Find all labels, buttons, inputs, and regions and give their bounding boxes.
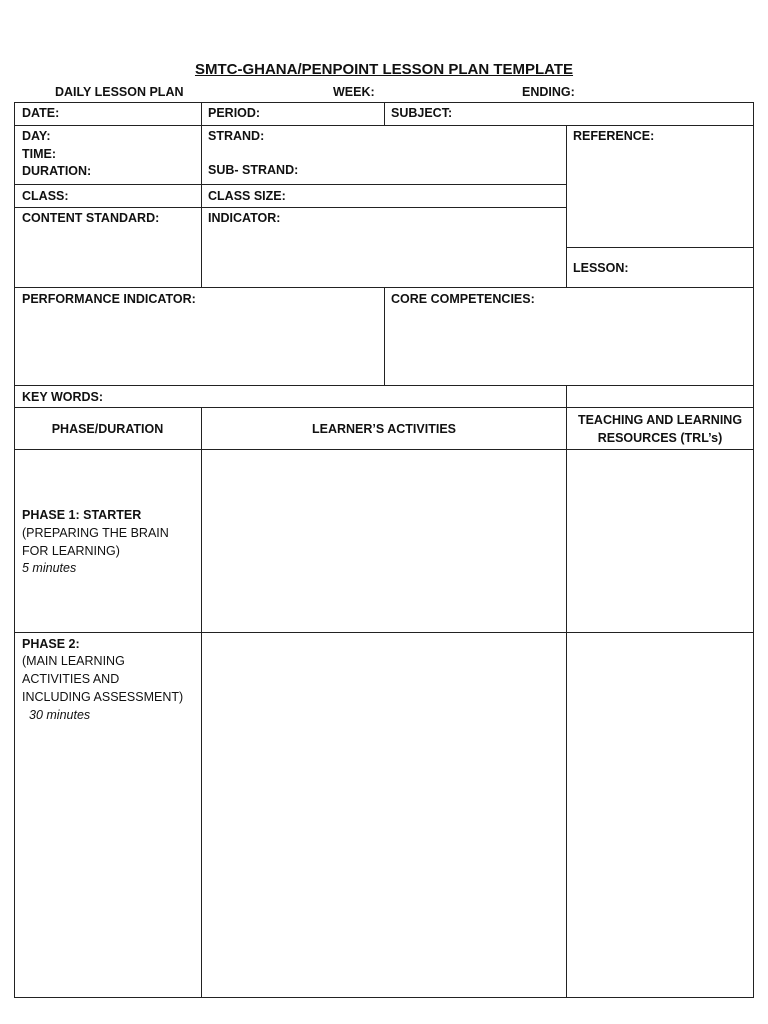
week-label: WEEK:: [333, 85, 375, 99]
rule: [14, 102, 15, 998]
tlr-header-line2: RESOURCES (TRL’s): [597, 431, 723, 445]
phase-2-desc: INCLUDING ASSESSMENT): [22, 690, 184, 704]
phase-1-heading: PHASE 1: STARTER: [22, 508, 142, 522]
phase-1-desc: FOR LEARNING): [22, 544, 120, 558]
rule: [566, 385, 567, 407]
strand-label: STRAND:: [208, 129, 265, 143]
reference-label: REFERENCE:: [573, 129, 655, 143]
date-label: DATE:: [22, 106, 60, 120]
class-label: CLASS:: [22, 189, 69, 203]
rule: [753, 102, 754, 998]
rule: [14, 125, 754, 126]
rule: [14, 184, 567, 185]
core-competencies-label: CORE COMPETENCIES:: [391, 292, 535, 306]
key-words-label: KEY WORDS:: [22, 390, 104, 404]
phase-2-heading: PHASE 2:: [22, 637, 80, 651]
learners-activities-header: LEARNER’S ACTIVITIES: [312, 422, 456, 436]
rule: [384, 287, 385, 385]
day-label: DAY:: [22, 129, 51, 143]
rule: [384, 102, 385, 125]
document-title: SMTC-GHANA/PENPOINT LESSON PLAN TEMPLATE: [194, 61, 574, 78]
phase-1-desc: (PREPARING THE BRAIN: [22, 526, 169, 540]
rule: [14, 385, 754, 386]
rule: [14, 407, 754, 408]
rule: [201, 102, 202, 287]
tlr-header-line1: TEACHING AND LEARNING: [577, 413, 743, 427]
class-size-label: CLASS SIZE:: [208, 189, 286, 203]
indicator-label: INDICATOR:: [208, 211, 281, 225]
rule: [14, 997, 754, 998]
rule: [14, 207, 567, 208]
rule: [567, 247, 754, 248]
rule: [14, 632, 754, 633]
subject-label: SUBJECT:: [391, 106, 453, 120]
time-label: TIME:: [22, 147, 57, 161]
phase-2-time: 30 minutes: [29, 708, 91, 722]
phase-1-time: 5 minutes: [22, 561, 77, 575]
phase-2-desc: (MAIN LEARNING: [22, 654, 125, 668]
rule: [566, 407, 567, 998]
phase-2-desc: ACTIVITIES AND: [22, 672, 120, 686]
daily-lesson-plan-label: DAILY LESSON PLAN: [55, 85, 184, 99]
sub-strand-label: SUB- STRAND:: [208, 163, 299, 177]
lesson-label: LESSON:: [573, 261, 629, 275]
rule: [201, 407, 202, 998]
rule: [566, 125, 567, 287]
content-standard-label: CONTENT STANDARD:: [22, 211, 160, 225]
period-label: PERIOD:: [208, 106, 261, 120]
phase-duration-header: PHASE/DURATION: [51, 422, 164, 436]
duration-label: DURATION:: [22, 164, 92, 178]
performance-indicator-label: PERFORMANCE INDICATOR:: [22, 292, 196, 306]
rule: [14, 449, 754, 450]
ending-label: ENDING:: [522, 85, 575, 99]
